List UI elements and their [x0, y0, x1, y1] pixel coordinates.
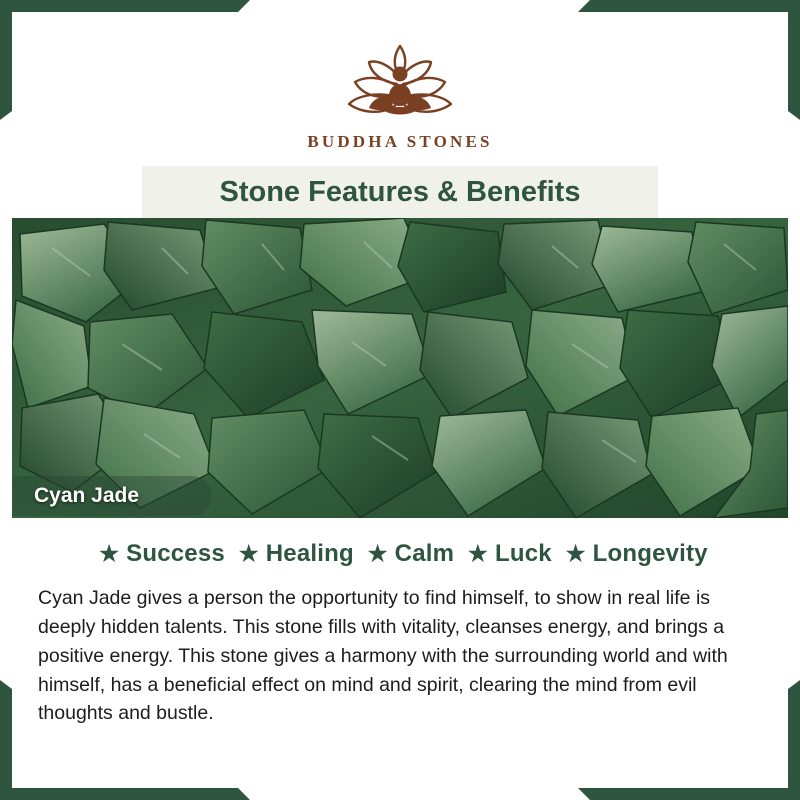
- benefit-keywords: [38, 540, 762, 568]
- keyword-luck: Luck: [494, 540, 552, 567]
- page-title: Stone Features & Benefits: [219, 175, 581, 208]
- stone-name-caption: Cyan Jade: [34, 484, 140, 507]
- stone-photo: [12, 218, 788, 518]
- keyword-success: Success: [126, 540, 225, 567]
- star-icon: ★: [99, 541, 120, 566]
- keyword-calm: Calm: [394, 540, 455, 567]
- star-icon: ★: [565, 541, 586, 566]
- content-card: [12, 12, 788, 788]
- content-section: [12, 518, 788, 728]
- lotus-meditation-figure-icon: [305, 34, 495, 126]
- description-paragraph: Cyan Jade gives a person the opportunity to find himself, to show in real life is deeply hidden talents. This stone fills with vitality, cleanses energy, and brings a positive energy. This stone gives a harmony with the surrounding world and with himself, has a beneficial effect on mind and spirit, clearing the mind from evil thoughts and bustle.: [38, 587, 728, 725]
- star-icon: ★: [238, 541, 259, 566]
- brand-header: [12, 12, 788, 152]
- stone-photo-image: [12, 218, 788, 518]
- keyword-healing: Healing: [265, 540, 354, 567]
- brand-name: BUDDHA STONES: [307, 132, 493, 151]
- title-banner: [12, 166, 788, 218]
- keyword-longevity: Longevity: [592, 540, 708, 567]
- star-icon: ★: [367, 541, 388, 566]
- star-icon: ★: [468, 541, 488, 566]
